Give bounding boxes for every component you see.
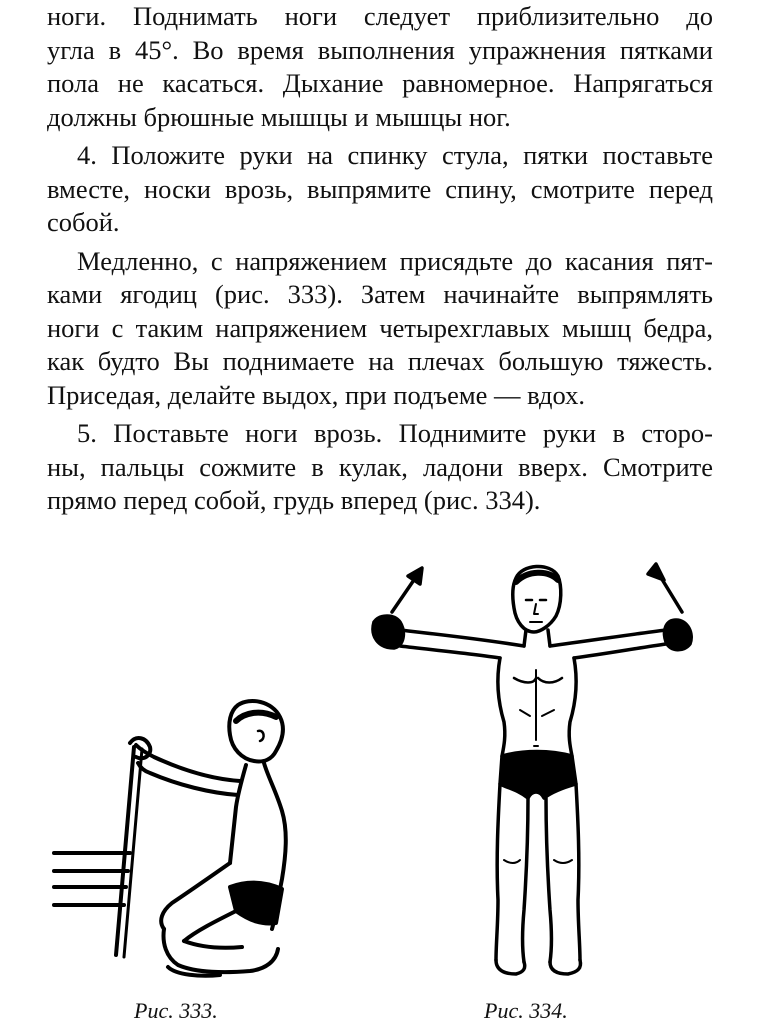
squatting-man-drawing [50, 695, 300, 980]
text-line: ноги с таким напряжением четырехглавых мышц бедра, [47, 312, 713, 343]
text-line: собой. [47, 207, 120, 237]
text-line: вместе, носки врозь, выпрямите спину, смотрите перед [47, 173, 713, 204]
paragraph-exercise-5 [47, 417, 713, 518]
paragraph-squat-instructions [47, 245, 713, 413]
text-line: как будто Вы поднимаете на плечах большую тяжесть. [47, 346, 713, 376]
text-line: Медленно, с напряжением присядьте до касания пят- [77, 245, 713, 276]
paragraph-continuation [47, 0, 713, 134]
text-line: должны брюшные мышцы и мышцы ног. [47, 101, 511, 132]
text-line: ны, пальцы сожмите в кулак, ладони вверх. Смотрите [47, 451, 713, 482]
standing-man-drawing [364, 560, 700, 985]
figure-333-caption: Рис. 333. [134, 998, 218, 1023]
figure-334-caption: Рис. 334. [484, 998, 568, 1023]
figure-333-illustration [50, 695, 300, 980]
figure-334-illustration [364, 560, 700, 985]
body-text [47, 0, 713, 518]
text-line: ками ягодиц (рис. 333). Затем начинайте выпрямлять [47, 279, 713, 309]
text-line: ноги. Поднимать ноги следует приблизительно до [47, 1, 713, 31]
paragraph-exercise-4 [47, 139, 713, 240]
text-line: 4. Положите руки на спинку стула, пятки поставьте [77, 140, 713, 170]
text-line: 5. Поставьте ноги врозь. Поднимите руки в сторо- [77, 418, 713, 448]
text-line: пола не касаться. Дыхание равномерное. Напрягаться [47, 68, 713, 98]
text-line: прямо перед собой, грудь вперед (рис. 334). [47, 485, 541, 515]
text-line: угла в 45°. Во время выполнения упражнения пятками [47, 34, 713, 65]
text-line: Приседая, делайте выдох, при подъеме — вдох. [47, 379, 585, 410]
